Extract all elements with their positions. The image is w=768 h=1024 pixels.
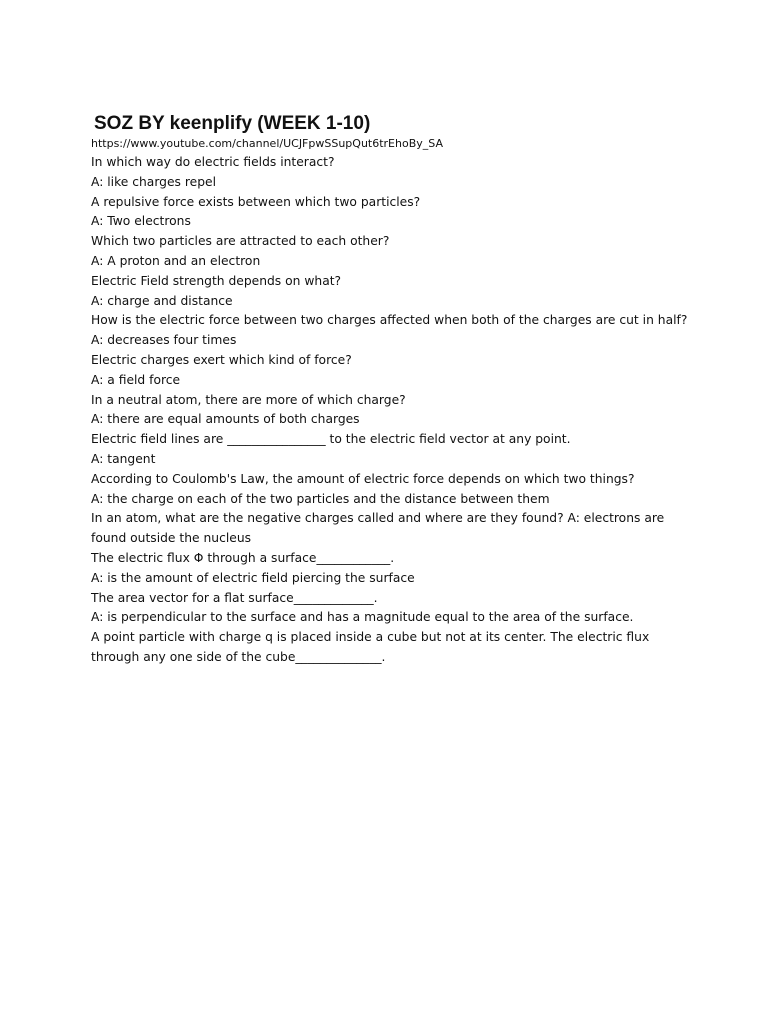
answer-line: A: like charges repel [91, 174, 216, 189]
answer-line: A: tangent [91, 451, 156, 466]
answer-line: A: decreases four times [91, 333, 237, 348]
channel-link[interactable]: https://www.youtube.com/channel/UCJFpwSSupQut6trEhoBy_SA [91, 137, 443, 150]
question-line: How is the electric force between two charges affected when both of the charges are cut in half? [91, 313, 688, 328]
document-title: SOZ BY keenplify (WEEK 1-10) [94, 113, 371, 134]
question-line: In which way do electric fields interact? [91, 155, 335, 169]
question-line: A point particle with charge q is placed inside a cube but not at its center. The electric flux through any one side of the cube______________. [91, 630, 650, 664]
answer-line: A: a field force [91, 372, 181, 387]
answer-line: A: Two electrons [91, 214, 191, 229]
qa-list [91, 153, 691, 668]
question-line: The area vector for a flat surface_____________. [91, 590, 378, 605]
question-line: In a neutral atom, there are more of which charge? [91, 392, 406, 407]
answer-line: A: A proton and an electron [91, 253, 261, 268]
question-line: Electric Field strength depends on what? [91, 273, 342, 288]
question-answer-line: In an atom, what are the negative charges called and where are they found? A: electrons are found outside the nucleus [91, 511, 665, 546]
question-line: Electric charges exert which kind of force? [91, 352, 352, 367]
question-line: The electric flux Φ through a surface____________. [91, 550, 395, 565]
answer-line: A: is perpendicular to the surface and has a magnitude equal to the area of the surface. [91, 610, 634, 625]
question-line: According to Coulomb's Law, the amount of electric force depends on which two things? [91, 471, 635, 486]
question-line: A repulsive force exists between which two particles? [91, 194, 421, 209]
question-line: Which two particles are attracted to each other? [91, 234, 390, 249]
answer-line: A: is the amount of electric field piercing the surface [91, 570, 415, 585]
answer-line: A: charge and distance [91, 293, 233, 308]
answer-line: A: the charge on each of the two particles and the distance between them [91, 491, 550, 506]
document-page [91, 112, 691, 668]
answer-line: A: there are equal amounts of both charges [91, 412, 360, 427]
question-line: Electric field lines are ________________ to the electric field vector at any point. [91, 432, 571, 447]
